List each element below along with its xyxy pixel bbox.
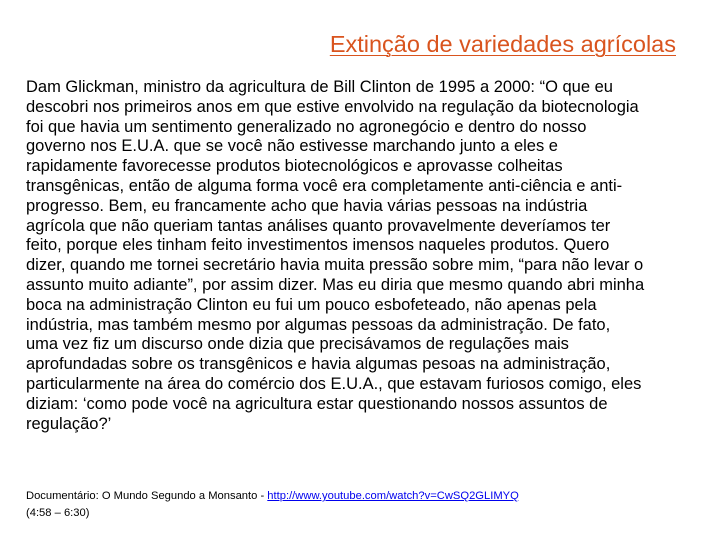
quote-line: aprofundadas sobre os transgênicos e havia algumas pesoas na administração, (26, 355, 611, 374)
quote-line: indústria, mas também mesmo por algumas pessoas da administração. De fato, (26, 315, 611, 334)
quote-line: foi que havia um sentimento generalizado no agronegócio e dentro do nosso (26, 117, 587, 136)
source-timestamp: (4:58 – 6:30) (26, 506, 90, 519)
quote-line: feito, porque eles tinham feito investimentos imensos naqueles produtos. Quero (26, 236, 610, 255)
quote-line: governo nos E.U.A. que se você não estivesse marchando junto a eles e (26, 137, 558, 156)
quote-line: regulação?’ (26, 414, 112, 433)
quote-line: diziam: ‘como pode você na agricultura estar questionando nossos assuntos de (26, 394, 608, 413)
quote-line: agrícola que não queriam tantas análises quanto provavelmente deveríamos ter (26, 216, 611, 235)
source-prefix: Documentário: O Mundo Segundo a Monsanto - (26, 490, 268, 502)
quote-line: boca na administração Clinton eu fui um pouco esbofeteado, não apenas pela (26, 295, 597, 314)
quote-line: dizer, quando me tornei secretário havia muita pressão sobre mim, “para não levar o (26, 256, 644, 275)
quote-text (26, 78, 716, 434)
source-citation (26, 488, 716, 521)
quote-line: rapidamente favorecesse produtos biotecnológicos e aprovasse colheitas (26, 157, 563, 176)
quote-line: Dam Glickman, ministro da agricultura de Bill Clinton de 1995 a 2000: “O que eu (26, 78, 613, 96)
source-line (26, 488, 716, 505)
quote-line: assunto muito adiante”, por assim dizer. Mas eu diria que mesmo quando abri minha (26, 275, 645, 294)
quote-line: progresso. Bem, eu francamente acho que havia várias pessoas na indústria (26, 196, 588, 215)
quote-line: transgênicas, então de alguma forma você era completamente anti-ciência e anti- (26, 176, 623, 195)
quote-line: uma vez fiz um discurso onde dizia que precisávamos de regulações mais (26, 335, 569, 354)
source-video-link[interactable]: http://www.youtube.com/watch?v=CwSQ2GLIMYQ (267, 490, 519, 502)
slide-title: Extinção de variedades agrícolas (329, 31, 676, 57)
quote-line: descobri nos primeiros anos em que estive envolvido na regulação da biotecnologia (26, 97, 639, 116)
quote-line: particularmente na área do comércio dos E.U.A., que estavam furiosos comigo, eles (26, 374, 642, 393)
